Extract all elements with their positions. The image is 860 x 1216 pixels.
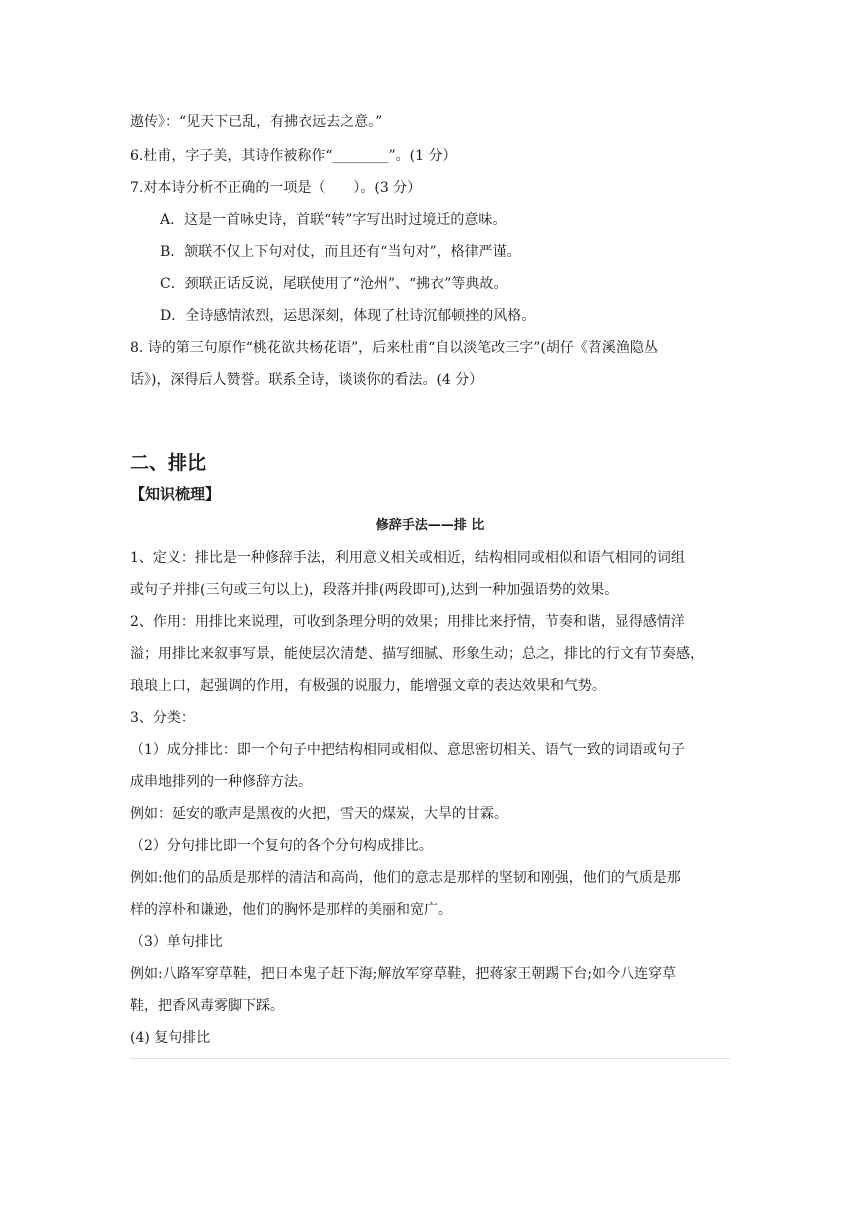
- function-line-2: 溢；用排比来叙事写景，能使层次清楚、描写细腻、形象生动；总之，排比的行文有节奏感，: [130, 646, 704, 662]
- option-c: C．颈联正话反说，尾联使用了“沧州”、“拂衣”等典故。: [160, 276, 508, 292]
- definition-line-1: 1、定义：排比是一种修辞手法，利用意义相关或相近，结构相同或相似和语气相同的词组: [130, 550, 685, 566]
- question-8-line-2: 话》)，深得后人赞誉。联系全诗，谈谈你的看法。(4 分）: [130, 372, 484, 388]
- center-title: 修辞手法——排 比: [375, 518, 485, 533]
- option-d: D．全诗感情浓烈，运思深刻，体现了杜诗沉郁顿挫的风格。: [160, 308, 536, 324]
- option-b: B．颔联不仅上下句对仗，而且还有“当句对”，格律严谨。: [160, 244, 521, 260]
- category-1-line-2: 成串地排列的一种修辞方法。: [130, 774, 312, 790]
- category-2-example-line-2: 样的淳朴和谦逊，他们的胸怀是那样的美丽和宽广。: [130, 902, 452, 918]
- category-2-example-line-1: 例如:他们的品质是那样的清洁和高尚，他们的意志是那样的坚韧和刚强，他们的气质是那: [130, 870, 681, 886]
- category-3: （3）单句排比: [130, 934, 223, 950]
- category-3-example-line-1: 例如:八路军穿草鞋，把日本鬼子赶下海;解放军穿草鞋，把蒋家王朝踢下台;如今八连穿草: [130, 966, 677, 982]
- definition-line-2: 或句子并排(三句或三句以上)，段落并排(两段即可),达到一种加强语势的效果。: [130, 582, 619, 598]
- text-line-source-quote: 遨传》：“见天下已乱，有拂衣远去之意。”: [130, 114, 383, 130]
- category-3-example-line-2: 鞋，把香风毒雾脚下踩。: [130, 998, 284, 1014]
- category-4: (4) 复句排比: [130, 1030, 211, 1046]
- question-7: 7.对本诗分析不正确的一项是（ ）。(3 分）: [130, 180, 422, 196]
- question-8-line-1: 8. 诗的第三句原作“桃花欲共杨花语”，后来杜甫“自以淡笔改三字”(胡仔《苕溪渔隐丛: [130, 340, 658, 356]
- section-heading: 二、排比: [130, 452, 207, 474]
- function-line-1: 2、作用：用排比来说理，可收到条理分明的效果；用排比来抒情，节奏和谐，显得感情洋: [130, 614, 685, 630]
- sub-heading: 【知识梳理】: [130, 485, 221, 503]
- category-1-example: 例如：延安的歌声是黑夜的火把，雪天的煤炭，大旱的甘霖。: [130, 806, 508, 822]
- question-6: 6.杜甫，字子美，其诗作被称作“________”。(1 分）: [130, 148, 457, 164]
- category-2: （2）分句排比即一个复句的各个分句构成排比。: [130, 838, 433, 854]
- footer-divider: [130, 1058, 730, 1059]
- option-a: A．这是一首咏史诗，首联“转”字写出时过境迁的意味。: [160, 212, 507, 228]
- classification-heading: 3、分类：: [130, 710, 195, 726]
- function-line-3: 琅琅上口，起强调的作用，有极强的说服力，能增强文章的表达效果和气势。: [130, 678, 606, 694]
- category-1-line-1: （1）成分排比：即一个句子中把结构相同或相似、意思密切相关、语气一致的词语或句子: [130, 742, 685, 758]
